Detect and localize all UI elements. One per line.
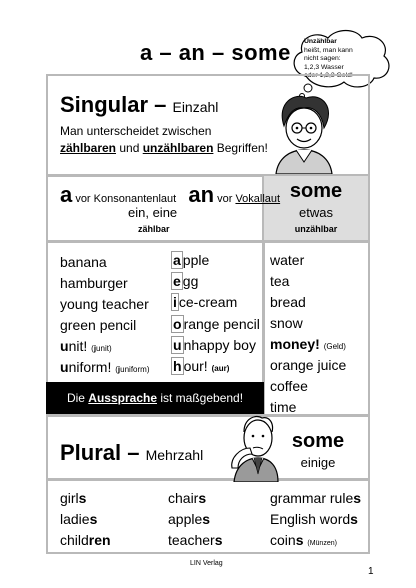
article-an-note-vokal: Vokallaut [235, 193, 281, 205]
publisher-label: LIN Verlag [190, 560, 223, 567]
plural-some-heading: some [291, 430, 345, 452]
article-an: an [188, 182, 215, 207]
teacher-illustration [262, 92, 346, 174]
plural-word: children [60, 532, 111, 548]
a-word: hamburger [60, 275, 128, 291]
uncountable-word: unzählbaren [142, 141, 214, 155]
a-word: banana [60, 254, 107, 270]
plural-word: chairs [168, 490, 207, 506]
a-word: green pencil [60, 317, 137, 333]
some-word-money [270, 336, 346, 352]
pronunciation-banner: Die Aussprache ist maßgebend! [46, 382, 264, 414]
article-an-note-prefix: vor [217, 193, 236, 205]
cloud-line: 1,2,3 Wasser [304, 63, 344, 71]
connector-text: und [116, 141, 143, 155]
an-word [171, 358, 229, 374]
first-letter: u [60, 359, 69, 375]
article-meaning: ein, eine [128, 205, 178, 220]
pronunciation-note: (aur) [211, 364, 230, 373]
uncountable-label: unzählbar [294, 224, 338, 234]
page-title: a – an – some [140, 40, 291, 65]
some-word: orange juice [270, 357, 347, 373]
thinking-man-illustration [226, 408, 282, 482]
word-rest: gg [182, 273, 199, 289]
some-word: tea [270, 273, 290, 289]
a-word [60, 359, 150, 375]
an-word [171, 316, 260, 332]
money-word: money! [270, 336, 320, 352]
plural-word: ladies [60, 511, 98, 527]
divider [46, 240, 370, 243]
first-letter: h [173, 358, 182, 374]
plural-some-meaning: einige [300, 455, 336, 470]
a-word: young teacher [60, 296, 149, 312]
word-rest: range pencil [183, 316, 260, 332]
cloud-line: heißt, man kann [304, 46, 353, 54]
first-letter: u [173, 337, 182, 353]
first-letter: o [173, 316, 182, 332]
first-letter: e [173, 273, 181, 289]
countable-label: zählbar [138, 224, 170, 234]
first-letter: u [60, 338, 69, 354]
some-word: snow [270, 315, 303, 331]
countable-word: zählbaren [60, 141, 117, 155]
some-word: water [270, 252, 305, 268]
word-rest: nit! [68, 338, 88, 354]
plural-word: girls [60, 490, 87, 506]
some-word: coffee [270, 378, 308, 394]
word-rest: niform! [68, 359, 112, 375]
singular-subtitle: Einzahl [172, 99, 219, 115]
end-text: Begriffen! [213, 141, 268, 155]
first-letter: i [173, 294, 177, 310]
word-rest: our! [183, 358, 208, 374]
divider [46, 414, 370, 417]
word-rest: nhappy boy [183, 337, 256, 353]
singular-line-2 [60, 141, 268, 155]
word-rest: ce-cream [178, 294, 238, 310]
first-letter: a [173, 252, 181, 268]
money-note: (Geld) [323, 342, 346, 351]
plural-word: teachers [168, 532, 223, 548]
singular-title: Singular – [60, 92, 167, 117]
some-word: bread [270, 294, 306, 310]
plural-note: (Münzen) [307, 540, 337, 547]
plural-heading [60, 440, 203, 466]
an-word [171, 252, 209, 268]
an-word [171, 337, 256, 353]
some-heading: some [289, 180, 343, 202]
article-a-note: vor Konsonantenlaut [75, 193, 177, 205]
plural-word: coins (Münzen) [270, 532, 337, 548]
some-word: time [270, 399, 297, 415]
article-a: a [60, 182, 73, 207]
divider [46, 478, 370, 481]
an-word [171, 294, 237, 310]
cloud-line: nicht sagen: [304, 55, 341, 63]
plural-word: English words [270, 511, 358, 527]
pronunciation-note: (juniform) [115, 365, 150, 374]
an-word [171, 273, 198, 289]
plural-word: grammar rules [270, 490, 362, 506]
cloud-heading: Unzählbar [304, 38, 337, 45]
plural-title: Plural – [60, 440, 140, 465]
page-number: 1 [368, 566, 374, 577]
plural-subtitle: Mehrzahl [145, 447, 204, 463]
pronunciation-note: (junit) [91, 344, 112, 353]
plural-word: apples [168, 511, 211, 527]
word-rest: pple [182, 252, 210, 268]
singular-heading [60, 92, 218, 118]
cloud-line: oder 1,2,3 Geld! [304, 72, 353, 80]
singular-line-1: Man unterscheidet zwischen [60, 124, 212, 138]
some-meaning: etwas [299, 205, 333, 220]
a-word [60, 338, 112, 354]
